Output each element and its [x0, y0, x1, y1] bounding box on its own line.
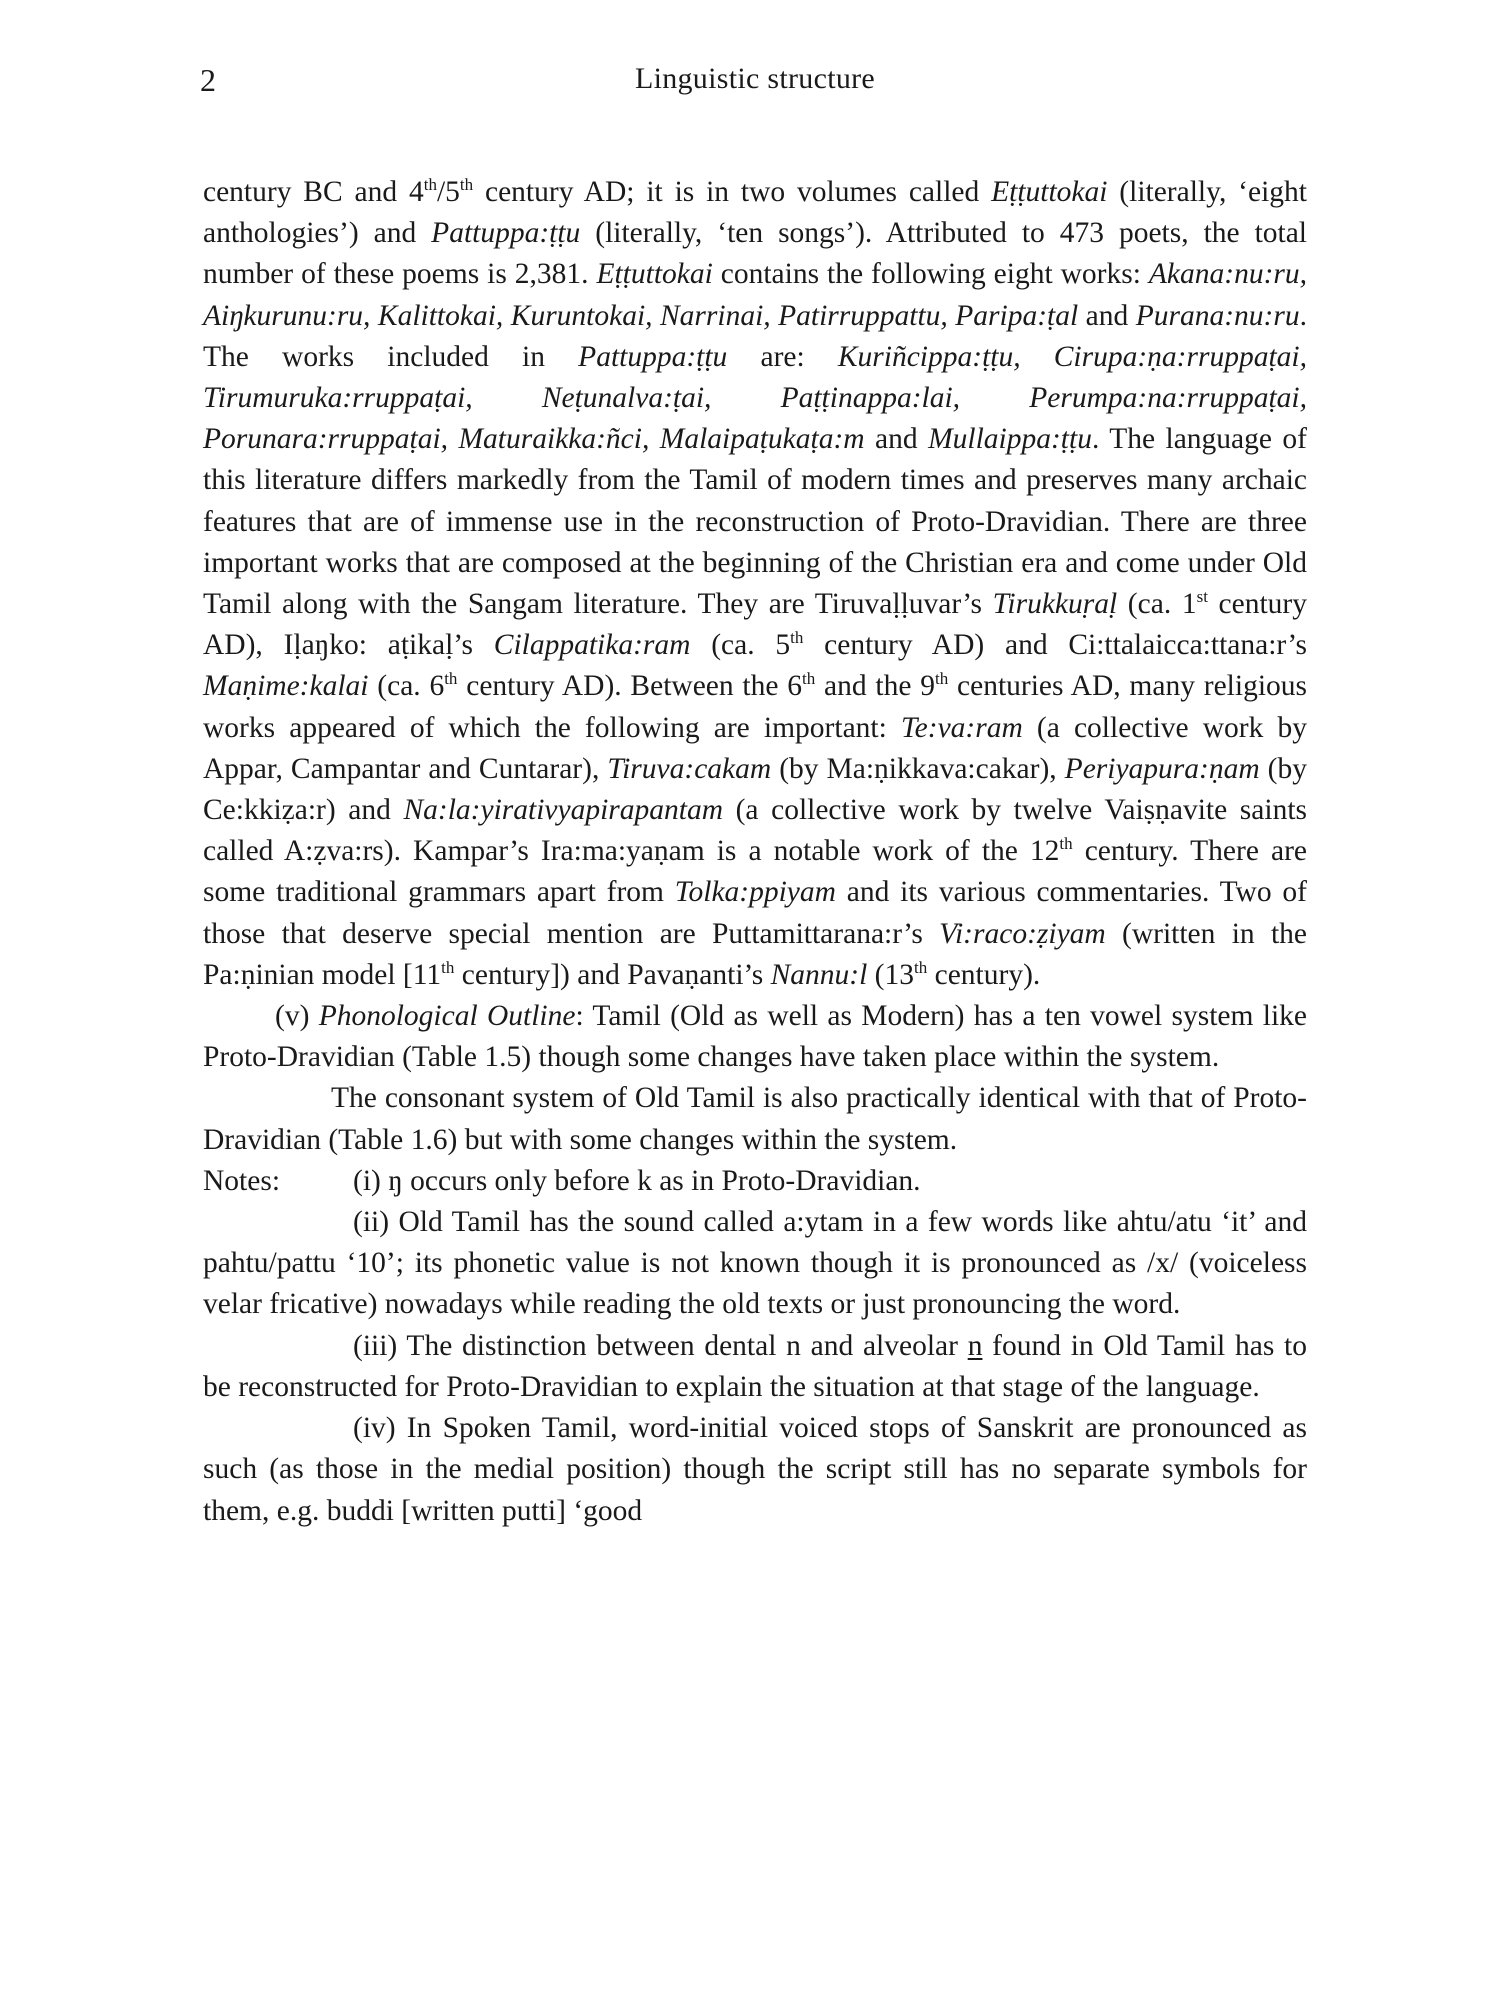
title-purananuru: Purana:nu:ru	[1135, 299, 1300, 332]
title-pattuppattu: Pattuppa:ṭṭu	[431, 217, 581, 250]
title-nalayira: Na:la:yirativyapirapantam	[403, 794, 724, 827]
title-cilappatikaram: Cilappatika:ram	[493, 629, 691, 662]
page-header	[200, 62, 1310, 112]
note-3: (iii) The distinction between dental n and alveolar n found in Old Tamil has to be reconstructed for Proto-Dravidian to explain the situation at that stage of the language.	[203, 1329, 1307, 1403]
title-manimekalai: Maṇime:kalai	[203, 670, 369, 703]
section-title-phonological-outline: Phonological Outline	[318, 1000, 576, 1033]
title-tiruvacakam: Tiruva:cakam	[607, 752, 772, 785]
note-1: Notes: (i) ŋ occurs only before k as in Proto-Dravidian.	[203, 1161, 1307, 1202]
title-nannul: Nannu:l	[770, 958, 868, 991]
paragraph-phonological-outline: (v) Phonological Outline: Tamil (Old as well as Modern) has a ten vowel system like Proto-Dravidian (Table 1.5) though some changes have taken place within the system.	[203, 1000, 1307, 1074]
paragraph-consonant-system: The consonant system of Old Tamil is also practically identical with that of Proto-Dravidian (Table 1.6) but with some changes within the system.	[203, 1082, 1307, 1156]
title-tevaram: Te:va:ram	[900, 711, 1023, 744]
note-4: (iv) In Spoken Tamil, word-initial voiced stops of Sanskrit are pronounced as such (as those in the medial position) though the script still has no separate symbols for them, e.g. buddi [written putti] ‘good	[203, 1412, 1307, 1527]
title-periyapuranam: Periyapura:ṇam	[1064, 752, 1260, 785]
ten-songs-list: Kuriñcippa:ṭṭu, Cirupa:ṇa:rruppaṭai, Tirumuruka:rruppaṭai, Neṭunalva:ṭai, Paṭṭinappa:lai, Perumpa:na:rruppaṭai, Porunara:rruppaṭai, Maturaikka:ñci, Malaipaṭukaṭa:m	[203, 340, 1307, 456]
title-mullaippattu: Mullaippa:ṭṭu	[928, 423, 1092, 456]
page-number: 2	[200, 62, 216, 98]
paragraph-sangam-literature: century BC and 4th/5th century AD; it is in two volumes called Eṭṭuttokai (literally, ‘eight anthologies’) and Pattuppa:ṭṭu (literally, ‘ten songs’). Attributed to 473 poets, the total number of these poems is 2,381. Eṭṭuttokai contains the following eight works: Akana:nu:ru, Aiŋkurunu:ru, Kalittokai, Kuruntokai, Narrinai, Patirruppattu, Paripa:ṭal and Purana:nu:ru. The works included in Pattuppa:ṭṭu are: Kuriñcippa:ṭṭu, Cirupa:ṇa:rruppaṭai, Tirumuruka:rruppaṭai, Neṭunalva:ṭai, Paṭṭinappa:lai, Perumpa:na:rruppaṭai, Porunara:rruppaṭai, Maturaikka:ñci, Malaipaṭukaṭa:m and Mullaippa:ṭṭu. The language of this literature differs markedly from the Tamil of modern times and preserves many archaic features that are of immense use in the reconstruction of Proto-Dravidian. There are three important works that are composed at the beginning of the Christian era and come under Old Tamil along with the Sangam literature. They are Tiruvaḷḷuvar’s Tirukkuṛaḷ (ca. 1st century AD), Iḷaŋko: aṭikaḷ’s Cilappatika:ram (ca. 5th century AD) and Ci:ttalaicca:ttana:r’s Maṇime:kalai (ca. 6th century AD). Between the 6th and the 9th centuries AD, many religious works appeared of which the following are important: Te:va:ram (a collective work by Appar, Campantar and Cuntarar), Tiruva:cakam (by Ma:ṇikkava:cakar), Periyapura:ṇam (by Ce:kkiẓa:r) and Na:la:yirativyapirapantam (a collective work by twelve Vaiṣṇavite saints called A:ẓva:rs). Kampar’s Ira:ma:yaṇam is a notable work of the 12th century. There are some traditional grammars apart from Tolka:ppiyam and its various commentaries. Two of those that deserve special mention are Puttamittarana:r’s Vi:raco:ẓiyam (written in the Pa:ṇinian model [11th century]) and Pavaṇanti’s Nannu:l (13th century).	[203, 175, 1308, 991]
body-text	[203, 172, 1307, 1532]
note-2: (ii) Old Tamil has the sound called a:ytam in a few words like ahtu/atu ‘it’ and pahtu/pattu ‘10’; its phonetic value is not known though it is pronounced as /x/ (voiceless velar fricative) nowadays while reading the old texts or just pronouncing the word.	[203, 1206, 1307, 1321]
notes-label: Notes:	[203, 1164, 281, 1197]
title-tirukkural: Tirukkuṛaḷ	[992, 588, 1118, 621]
title-viracoliyam: Vi:raco:ẓiyam	[939, 917, 1106, 950]
title-ettuttokai: Eṭṭuttokai	[991, 176, 1108, 208]
running-head: Linguistic structure	[634, 62, 876, 95]
eight-works-list: Akana:nu:ru, Aiŋkurunu:ru, Kalittokai, Kuruntokai, Narrinai, Patirruppattu, Paripa:ṭal	[203, 258, 1308, 332]
title-tolkappiyam: Tolka:ppiyam	[674, 876, 836, 909]
